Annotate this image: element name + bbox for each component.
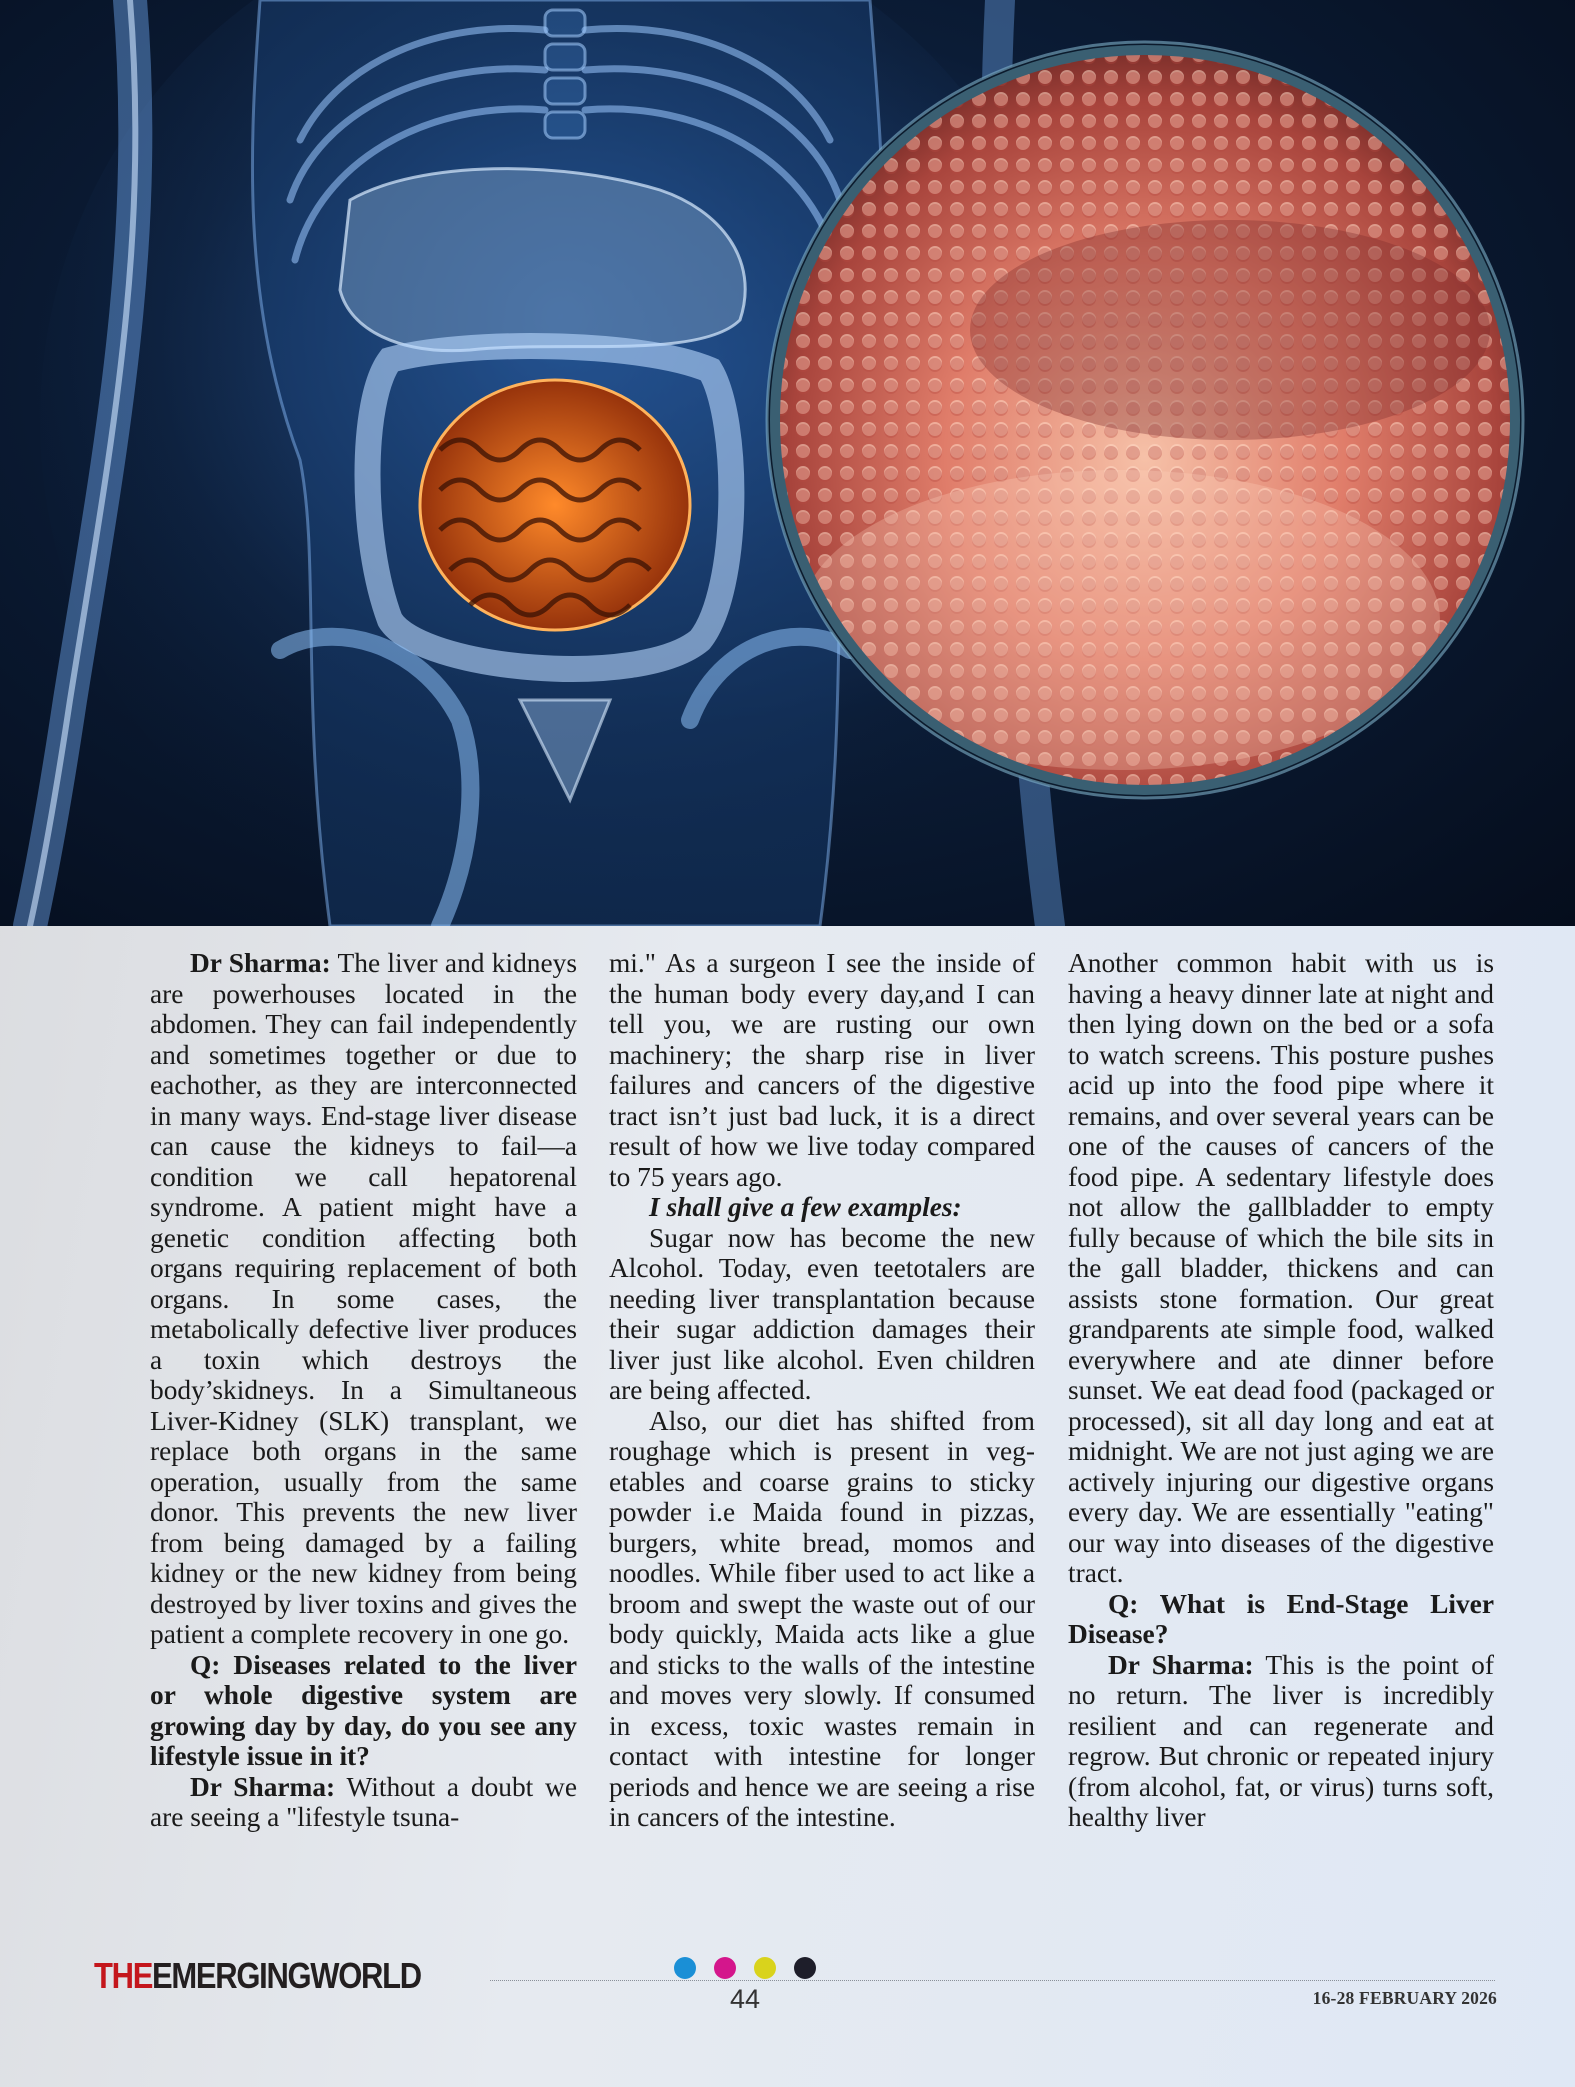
paragraph-text: mi." As a surgeon I see the inside of the human body every day,and I can tell you, we are rusting our own machinery; the sharp rise in liver failures and cancers of the digestive tract isn’t just bad luck, it is a direct result of how we live today compared to 75 years ago. (609, 948, 1035, 1192)
paragraph-text: This is the point of no return. The liver is incredibly resilient and can regenerate and regrow. But chronic or repeated injury (from alcohol, fat, or virus) turns soft, healthy liver (1068, 1649, 1494, 1832)
anatomy-illustration (0, 0, 1575, 926)
page-number: 44 (729, 1984, 761, 2014)
logo-the: THE (94, 1955, 153, 1996)
registration-dot-yellow (754, 1957, 776, 1979)
registration-dot-magenta (714, 1957, 736, 1979)
paragraph-text: The liver and kidneys are powerhouses located in the abdomen. They can fail independently and sometimes together or due to eachother, as they are interconnected in many ways. End-stage liver disease can cause the kidneys to fail—a condition we call hepatorenal syndrome. A patient might have a genetic condition affecting both organs requiring replacement of both organs. In some cases, the metabolically defective liver produces a toxin which destroys the body’skidneys. In a Simultaneous Liver-Kidney (SLK) transplant, we replace both organs in the same operation, usually from the same donor. This prevents the new liver from being damaged by a failing kidney or the new kidney from being destroyed by liver toxins and gives the patient a complete recovery in one go. (150, 948, 577, 1649)
speaker-label: Dr Sharma: (1108, 1649, 1254, 1680)
paragraph (150, 948, 577, 1650)
paragraph-text: Also, our diet has shifted from roughage which is present in vegetables and coarse grains to sticky powder i.e Maida found in pizzas, burgers, white bread, momos and noodles. While fiber used to act like a broom and swept the waste out of our body quickly, Maida acts like a glue and sticks to the walls of the intestine and moves very slowly. If consumed in excess, toxic wastes remain in contact with intestine for longer periods and hence we are seeing a rise in cancers of the intestine. (609, 1405, 1035, 1832)
article-column-2 (609, 948, 1035, 1898)
footer-rule (490, 1980, 1495, 1981)
article-column-3 (1068, 948, 1494, 1898)
paragraph-text: Sugar now has become the new Alcohol. Today, even teetotalers are needing liver transplantation because their sugar addiction damages their liver just like alcohol. Even children are being affected. (609, 1222, 1035, 1405)
speaker-label: Dr Sharma: (190, 948, 331, 978)
registration-dot-black (794, 1957, 816, 1979)
speaker-label: Dr Sharma: (190, 1771, 336, 1802)
subheading: I shall give a few examples: (649, 1192, 962, 1222)
interview-question: Q: Diseases related to the liver or whole digestive system are growing day by day, do you see any lifestyle issue in it? (150, 1649, 577, 1771)
hero-illustration (0, 0, 1575, 926)
publication-logo (94, 1955, 421, 1997)
paragraph (150, 1772, 577, 1833)
paragraph (1068, 1650, 1494, 1833)
registration-dot-cyan (674, 1957, 696, 1979)
interview-question: Q: What is End-Stage Liver Disease? (1068, 1588, 1494, 1649)
article-column-1 (150, 948, 577, 1898)
paragraph-text: Without a doubt we are seeing a "lifestyle tsuna- (150, 1771, 577, 1832)
paragraph-text: Another common habit with us is having a heavy dinner late at night and then lying down on the bed or a sofa to watch screens. This posture pushes acid up into the food pipe where it remains, and over several years can be one of the causes of cancers of the food pipe. A sedentary lifestyle does not allow the gallbladder to empty fully because of which the bile sits in the gall bladder, thickens and can assists stone formation. Our great grandparents ate simple food, walked everywhere and ate dinner before sunset. We eat dead food (packaged or processed), sit all day long and eat at midnight. We are not just aging we are actively injuring our digestive organs every day. We are essentially "eating" our way into diseases of the digestive tract. (1068, 948, 1494, 1588)
issue-date: 16-28 FEBRUARY 2026 (1312, 1988, 1497, 2008)
logo-name: EMERGINGWORLD (152, 1955, 421, 1996)
